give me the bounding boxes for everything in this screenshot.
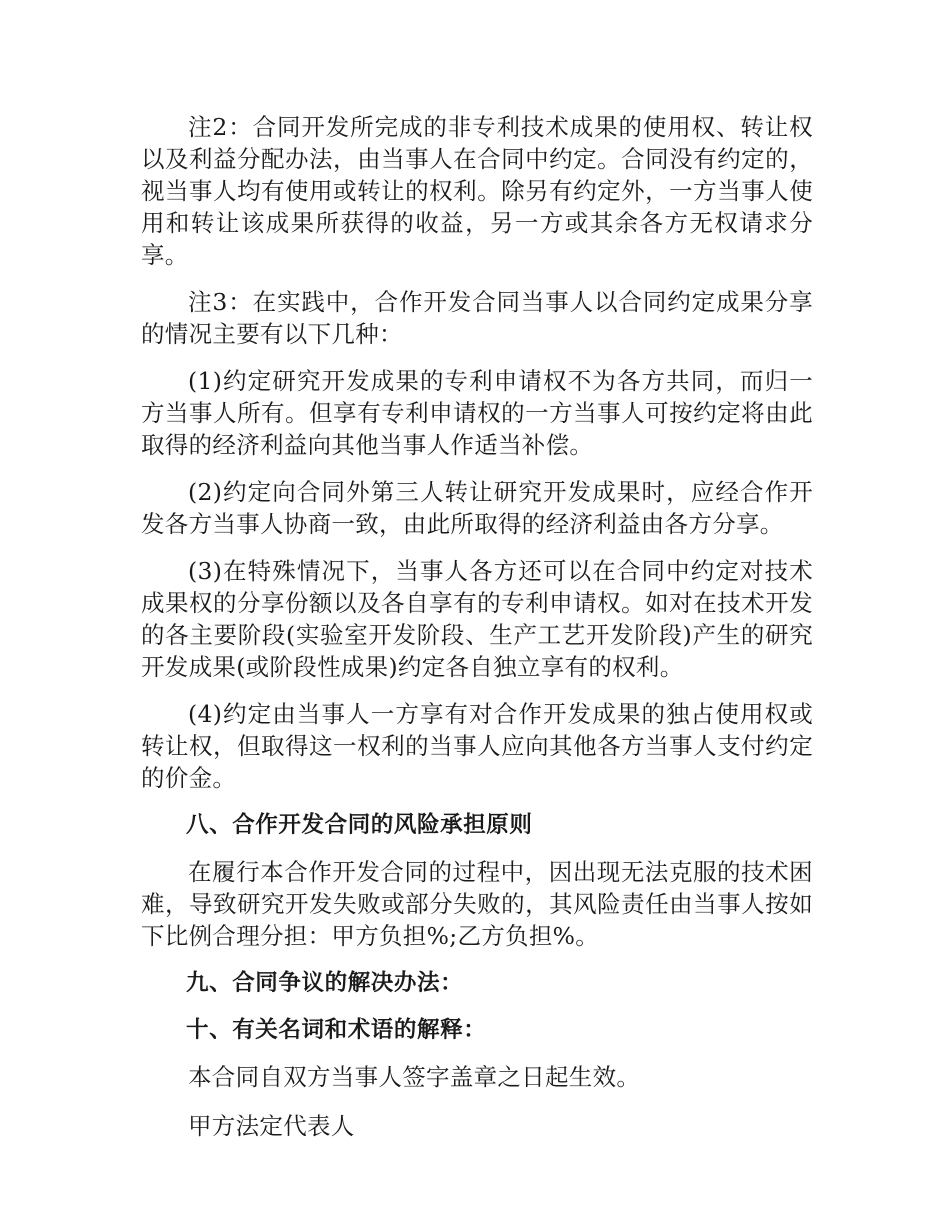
- party-a-representative-label: 甲方法定代表人: [188, 1112, 355, 1140]
- note-3-paragraph: 注3：在实践中，合作开发合同当事人以合同约定成果分享的情况主要有以下几种：: [141, 288, 813, 348]
- list-item-2: (2)约定向合同外第三人转让研究开发成果时，应经合作开发各方当事人协商一致，由此所取得的经济利益由各方分享。: [141, 478, 813, 538]
- section-10-heading: 十、有关名词和术语的解释：: [186, 1017, 487, 1043]
- list-item-3: (3)在特殊情况下，当事人各方还可以在合同中约定对技术成果权的分享份额以及各自享有的专利申请权。如对在技术开发的各主要阶段(实验室开发阶段、生产工艺开发阶段)产生的研究开发成果(或阶段性成果)约定各自独立享有的权利。: [141, 557, 813, 681]
- section-8-heading: 八、合作开发合同的风险承担原则: [186, 812, 533, 838]
- note-2-paragraph: 注2：合同开发所完成的非专利技术成果的使用权、转让权以及利益分配办法，由当事人在合同中约定。合同没有约定的，视当事人均有使用或转让的权利。除另有约定外，一方当事人使用和转让该成果所获得的收益，另一方或其余各方无权请求分享。: [141, 113, 813, 269]
- list-item-1: (1)约定研究开发成果的专利申请权不为各方共同，而归一方当事人所有。但享有专利申请权的一方当事人可按约定将由此取得的经济利益向其他当事人作适当补偿。: [141, 367, 813, 459]
- section-8-body: 在履行本合作开发合同的过程中，因出现无法克服的技术困难，导致研究开发失败或部分失败的，其风险责任由当事人按如下比例合理分担：甲方负担%;乙方负担%。: [141, 858, 813, 950]
- section-9-heading: 九、合同争议的解决办法：: [186, 970, 464, 996]
- document-body: [141, 111, 813, 1157]
- effective-clause: 本合同自双方当事人签字盖章之日起生效。: [188, 1063, 641, 1091]
- list-item-4: (4)约定由当事人一方享有对合作开发成果的独占使用权或转让权，但取得这一权利的当事人应向其他各方当事人支付约定的价金。: [141, 700, 813, 792]
